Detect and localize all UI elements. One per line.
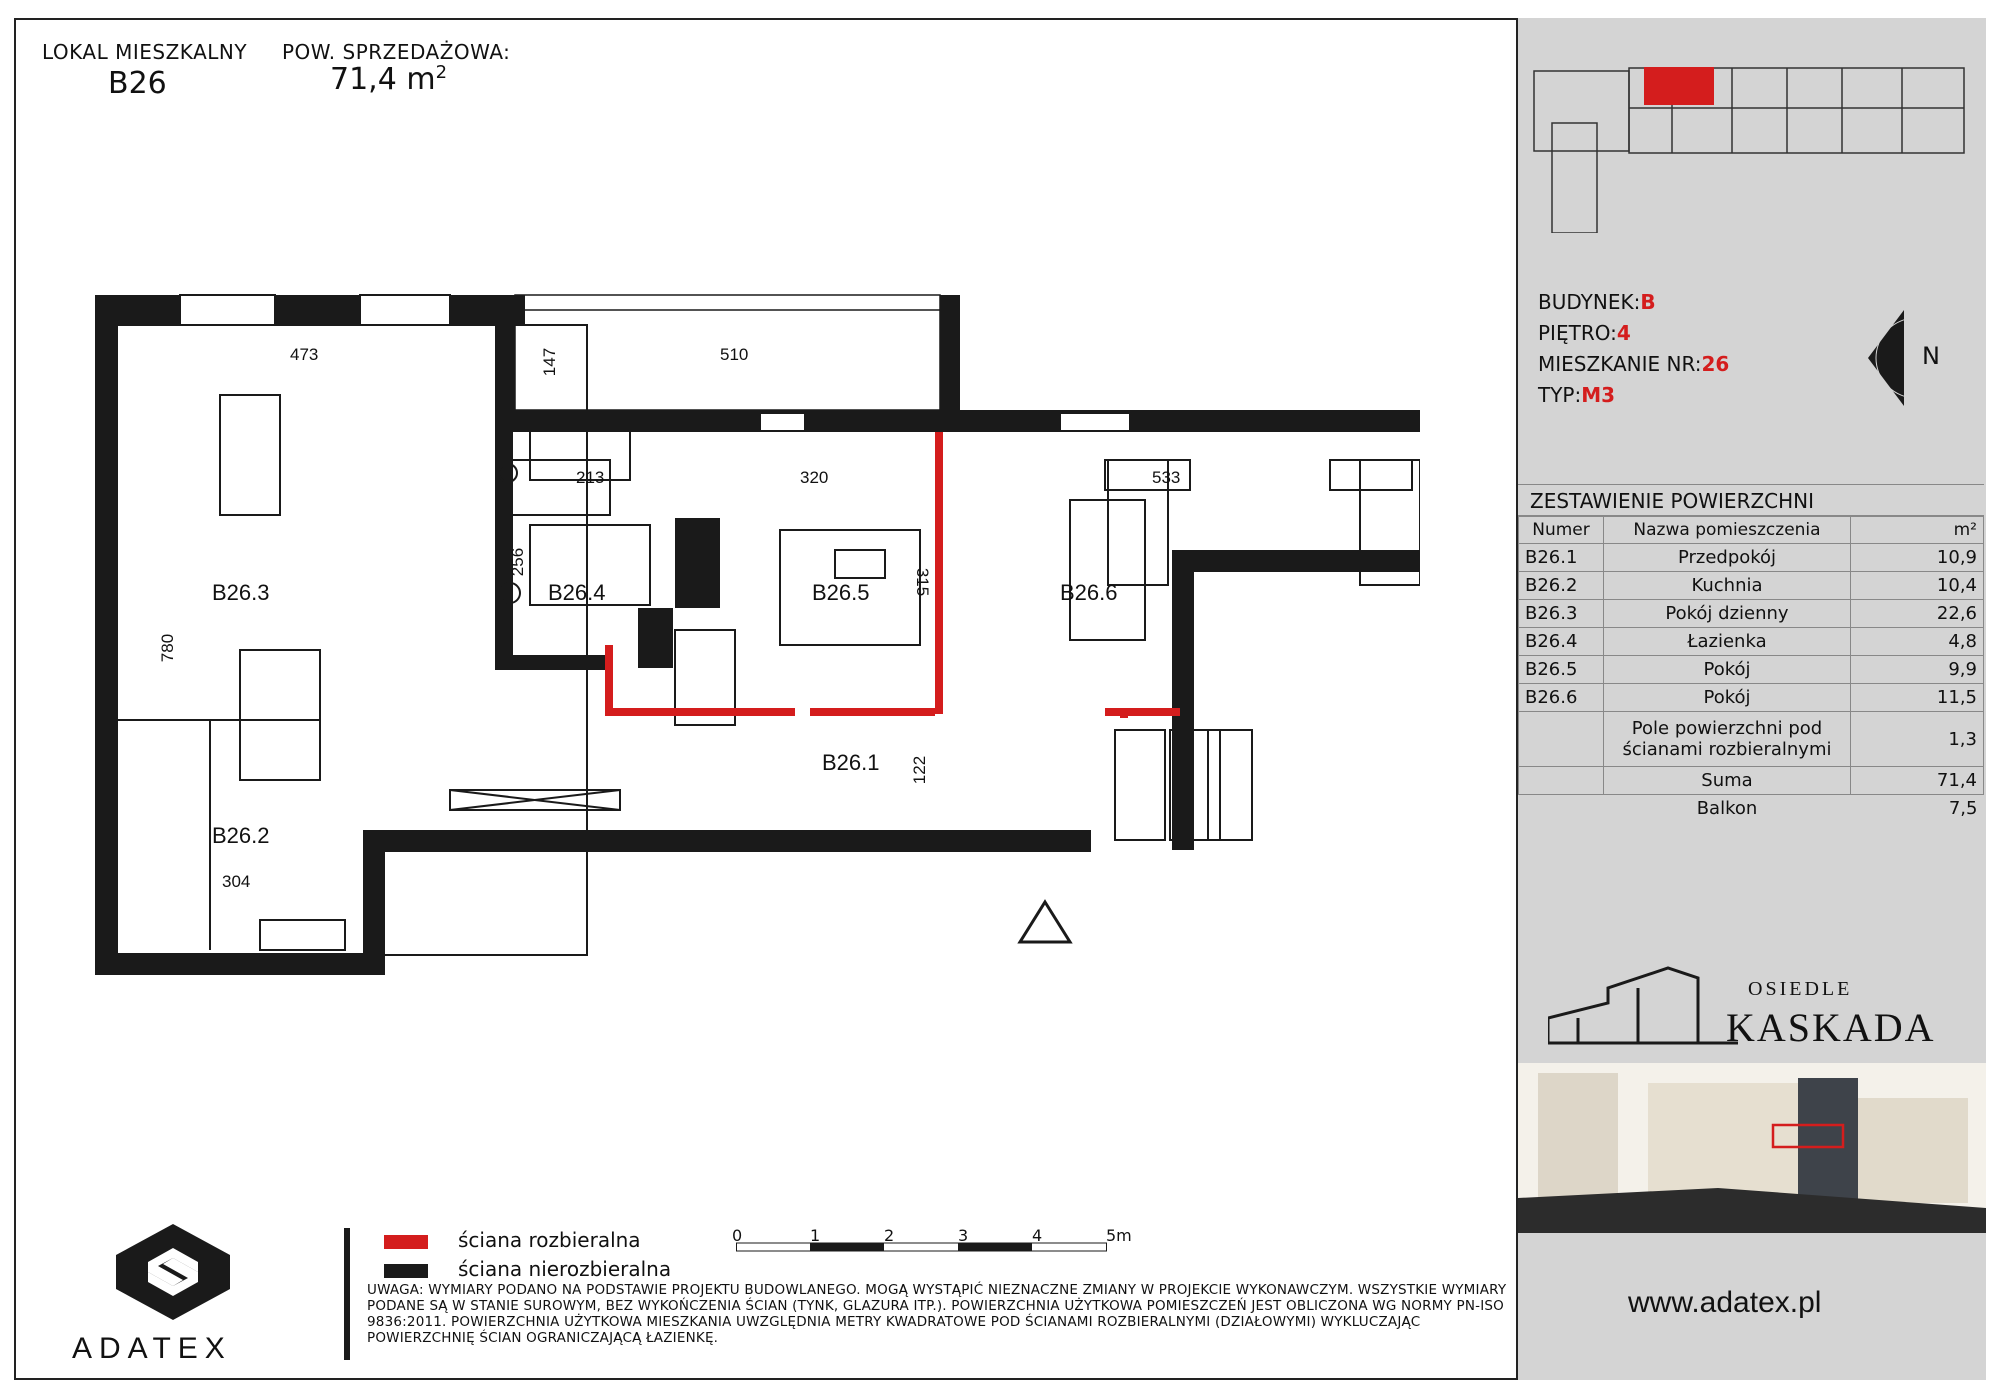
table-header: Numer — [1519, 517, 1604, 544]
scale-tick: 0 — [732, 1226, 743, 1245]
table-cell: 11,5 — [1851, 684, 1984, 712]
table-cell: 10,9 — [1851, 544, 1984, 572]
disclaimer-note: UWAGA: WYMIARY PODANO NA PODSTAWIE PROJEKTU BUDOWLANEGO. MOGĄ WYSTĄPIĆ NIEZNACZNE ZMIANY W PROJEKCIE WYKONAWCZYM. WSZYSTKIE WYMIARY PODANE SĄ W STANIE SUROWYM, BEZ WYKOŃCZENIA ŚCIAN (TYNK, GLAZURA ITP.). POWIERZCHNIA UŻYTKOWA POMIESZCZEŃ JEST OBLICZONA WG NORMY PN-ISO 9836:2011. POWIERZCHNIA UŻYTKOWA MIESZKANIA UWZGLĘDNIA METRY KWADRATOWE POD ŚCIANAMI ROZBIERALNYMI (DZIAŁOWYMI) WYKLUCZAJĄC POWIERZCHNIĘ ŚCIAN OGRANICZAJĄCĄ ŁAZIENKĘ. — [367, 1282, 1507, 1346]
unit-value: B26 — [108, 66, 167, 101]
table-header: m² — [1851, 517, 1984, 544]
info-floor: PIĘTRO:4 — [1538, 321, 1631, 345]
key-plan-map — [1532, 63, 1972, 233]
balcony-label: Balkon — [1696, 798, 1758, 819]
legend-swatch-removable — [384, 1235, 428, 1249]
scale-tick: 3 — [958, 1226, 969, 1245]
table-row — [1519, 572, 1984, 600]
table-row — [1519, 544, 1984, 572]
table-cell: B26.2 — [1519, 572, 1604, 600]
legend-removable: ściana rozbieralna — [458, 1228, 641, 1252]
table-cell: Pokój — [1604, 684, 1851, 712]
scale-tick: 1 — [810, 1226, 821, 1245]
info-building: BUDYNEK:B — [1538, 290, 1656, 314]
north-arrow-icon — [1866, 308, 1966, 408]
table-row — [1519, 712, 1984, 767]
dim-label: 510 — [720, 345, 749, 364]
sum-label: Suma — [1604, 767, 1851, 795]
table-row — [1519, 656, 1984, 684]
legend-divider — [344, 1228, 350, 1360]
dim-label: 780 — [158, 633, 178, 663]
room-label-b26-2: B26.2 — [212, 823, 270, 848]
room-label-b26-1: B26.1 — [822, 750, 880, 775]
dim-label: 256 — [508, 547, 528, 577]
scale-tick: 5m — [1106, 1226, 1132, 1245]
room-label-b26-6: B26.6 — [1060, 580, 1118, 605]
building-photo — [1518, 1063, 1986, 1233]
table-cell: Pokój dzienny — [1604, 600, 1851, 628]
dim-label: 315 — [913, 567, 933, 597]
room-label-b26-4: B26.4 — [548, 580, 606, 605]
table-cell: 4,8 — [1851, 628, 1984, 656]
table-row — [1519, 628, 1984, 656]
room-label-b26-5: B26.5 — [812, 580, 870, 605]
scale-tick: 2 — [884, 1226, 895, 1245]
table-cell: B26.5 — [1519, 656, 1604, 684]
table-header: Nazwa pomieszczenia — [1604, 517, 1851, 544]
table-cell: Łazienka — [1604, 628, 1851, 656]
scale-bar — [736, 1242, 1136, 1256]
website-link[interactable]: www.adatex.pl — [1628, 1286, 1822, 1319]
wall-left — [95, 295, 117, 975]
table-cell: B26.1 — [1519, 544, 1604, 572]
dim-label: 147 — [540, 347, 560, 377]
table-cell: 9,9 — [1851, 656, 1984, 684]
area-value: 71,4 $m^2$ — [330, 62, 448, 97]
scale-tick: 4 — [1032, 1226, 1043, 1245]
adatex-logo-icon — [108, 1222, 238, 1322]
room-label-b26-3: B26.3 — [212, 580, 270, 605]
north-label: N — [1922, 342, 1940, 370]
adatex-logo-text: ADATEX — [72, 1332, 232, 1365]
table-header-row — [1519, 517, 1984, 544]
info-type: TYP:M3 — [1538, 383, 1616, 407]
table-cell: 1,3 — [1851, 712, 1984, 767]
table-row — [1519, 684, 1984, 712]
dim-label: 320 — [800, 468, 829, 487]
table-cell: B26.6 — [1519, 684, 1604, 712]
table-cell: 22,6 — [1851, 600, 1984, 628]
info-apartment: MIESZKANIE NR:26 — [1538, 352, 1730, 376]
floor-plan — [90, 290, 1420, 990]
table-cell: B26.3 — [1519, 600, 1604, 628]
table-cell — [1519, 712, 1604, 767]
dim-label: 304 — [222, 872, 251, 891]
balcony-value: 7,5 — [1948, 798, 1978, 819]
areas-title: ZESTAWIENIE POWIERZCHNI — [1518, 484, 1984, 516]
table-cell: B26.4 — [1519, 628, 1604, 656]
table-cell: Kuchnia — [1604, 572, 1851, 600]
dim-label: 122 — [910, 755, 930, 785]
info-panel — [1516, 18, 1986, 1380]
sum-value: 71,4 — [1851, 767, 1984, 795]
area-label: POW. SPRZEDAŻOWA: — [282, 40, 511, 64]
kaskada-logo-icon — [1548, 948, 1748, 1058]
estate-top-label: OSIEDLE — [1748, 978, 1853, 1000]
legend-non-removable: ściana nierozbieralna — [458, 1257, 672, 1281]
table-sum-row — [1519, 767, 1984, 795]
table-balcony-row — [1519, 795, 1984, 823]
table-cell: Pokój — [1604, 656, 1851, 684]
legend-swatch-non-removable — [384, 1264, 428, 1278]
table-cell: Pole powierzchni pod ścianami rozbieralnymi — [1604, 712, 1851, 767]
estate-name: KASKADA — [1726, 1005, 1936, 1050]
table-cell: 10,4 — [1851, 572, 1984, 600]
dim-label: 533 — [1152, 468, 1181, 487]
areas-table — [1518, 516, 1984, 822]
dim-label: 213 — [576, 468, 605, 487]
table-row — [1519, 600, 1984, 628]
table-cell: Przedpokój — [1604, 544, 1851, 572]
unit-label: LOKAL MIESZKALNY — [42, 40, 248, 64]
dim-label: 473 — [290, 345, 319, 364]
